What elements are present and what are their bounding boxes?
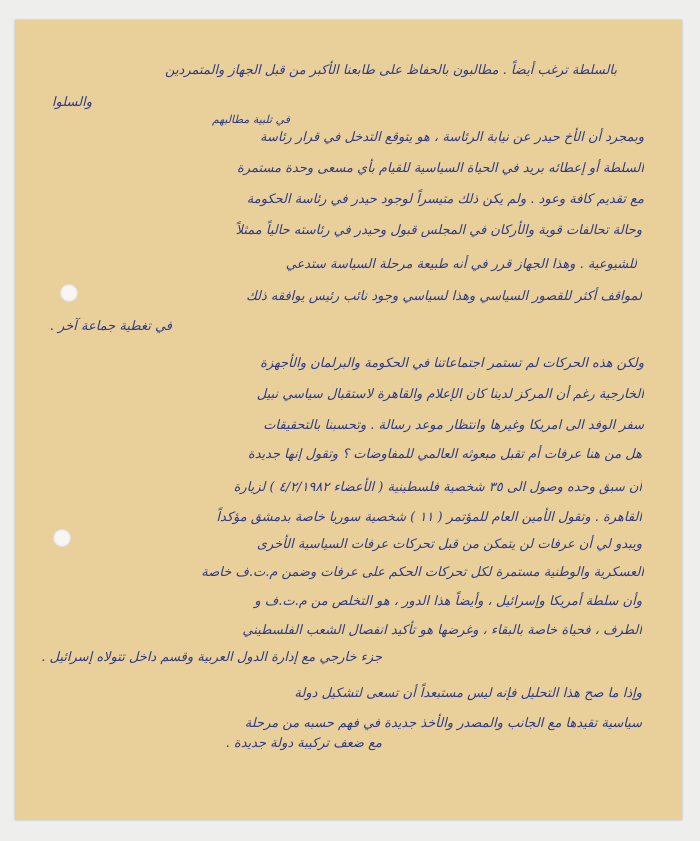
text-line: سياسية تقيدها مع الجانب والمصدر والأخذ جديدة في فهم حسبه من مرحلة (244, 716, 642, 731)
punch-hole-upper (60, 284, 78, 302)
text-line: والسلوا (51, 95, 92, 110)
text-line: الخارجية رغم أن المركز لدينا كان الإعلام والقاهرة لاستقبال سياسي نبيل (256, 387, 644, 402)
letter-sheet (15, 20, 682, 820)
text-line: وأن سلطة أمريكا وإسرائيل ، وأيضاً هذا الدور ، هو التخلص من م.ت.ف و (254, 594, 642, 609)
text-line: للشيوعية . وهذا الجهاز قرر في أنه طبيعة مرحلة السياسة ستدعي (285, 257, 637, 272)
text-line: لمواقف أكثر للقصور السياسي وهذا لسياسي وجود نائب رئيس يوافقه ذلك (246, 289, 642, 304)
text-line: مع تقديم كافة وعود . ولم يكن ذلك متيسراً لوجود حيدر في رئاسة الحكومة (246, 192, 644, 207)
text-line: سفر الوفد الى امريكا وغيرها وانتظار موعد رسالة . وتحسبنا بالتحقيقات (263, 418, 644, 433)
text-line: السلطة أو إعطائه بريد في الحياة السياسية للقيام بأي مسعى وحدة مستمرة (237, 161, 644, 176)
text-line: في تلبية مطالبهم (212, 113, 290, 126)
text-line: مع ضعف تركيبة دولة جديدة . (225, 736, 382, 751)
text-line: ويبدو لي أن عرفات لن يتمكن من قبل تحركات عرفات السياسية الأخرى (256, 537, 642, 552)
text-line: وبمجرد أن الأخ حيدر عن نيابة الرئاسة ، هو يتوقع التدخل في قرار رئاسة (260, 130, 644, 145)
text-line: وإذا ما صح هذا التحليل فإنه ليس مستبعداً أن تسعى لتشكيل دولة (294, 686, 642, 701)
text-line: بالسلطة ترغب أيضاً . مطالبون بالحفاظ على طابعنا الأكبر من قبل الجهاز والمتمردين (165, 63, 617, 78)
text-line: القاهرة . وتقول الأمين العام للمؤتمر ( ١١ ) شخصية سوريا خاصة بدمشق مؤكداً (216, 510, 642, 525)
text-line: أن سبق وحده وصول الى ٣٥ شخصية فلسطينية ( الأعضاء ٤/٢/١٩٨٢ ) لزيارة (233, 480, 642, 495)
text-line: العسكرية والوطنية مستمرة لكل تحركات الحكم على عرفات وضمن م.ت.ف خاصة (201, 565, 644, 580)
text-line: ولكن هذه الحركات لم تستمر اجتماعاتنا في الحكومة والبرلمان والأجهزة (260, 356, 644, 371)
text-line: الطرف ، فحياة خاصة بالبقاء ، وغرضها هو تأكيد انفصال الشعب الفلسطيني (242, 623, 642, 638)
text-line: في تغطية جماعة آخر . (49, 319, 172, 334)
text-line: جزء خارجي مع إدارة الدول العربية وقسم داخل تتولاه إسرائيل . (41, 650, 382, 665)
text-line: وحالة تحالفات قوية والأركان في المجلس قبول وحيدر في رئاسته حالياً ممثلاً (235, 223, 642, 238)
text-line: هل من هنا عرفات أم تقبل مبعوثه العالمي للمفاوضات ؟ وتقول إنها جديدة (247, 447, 642, 462)
